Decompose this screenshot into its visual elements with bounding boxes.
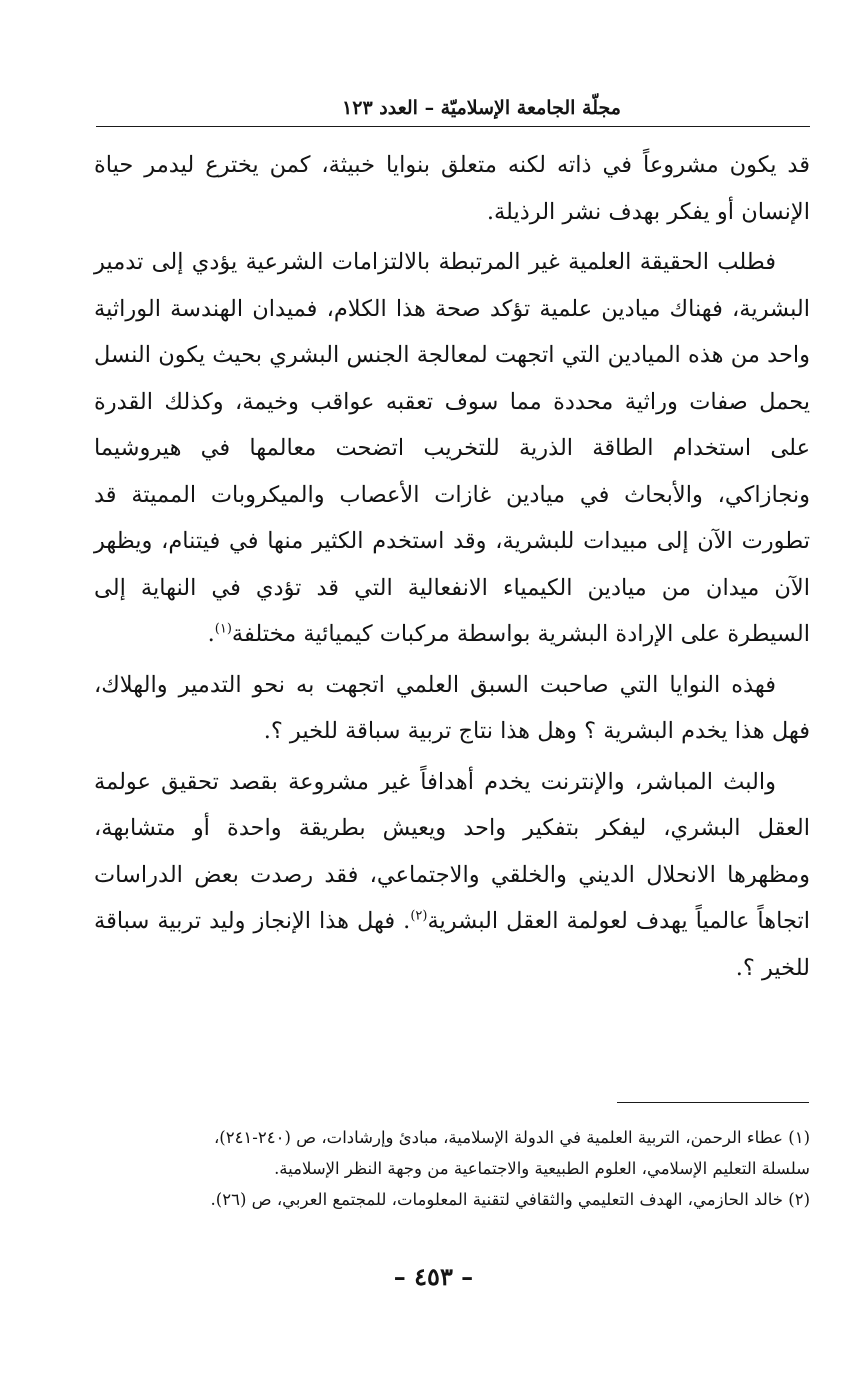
footnote-ref-2: (٢) (410, 908, 428, 924)
paragraph-4-end: . فهل هذا الإنجاز وليد تربية سباقة للخير ؟. (94, 908, 810, 981)
footnote-2: (٢) خالد الحازمي، الهدف التعليمي والثقافي لتقنية المعلومات، للمجتمع العربي، ص (٢٦). (210, 1190, 810, 1209)
footnote-1-line-2: سلسلة التعليم الإسلامي، العلوم الطبيعية والاجتماعية من وجهة النظر الإسلامية. (274, 1159, 810, 1178)
paragraph-3: فهذه النوايا التي صاحبت السبق العلمي اتجهت به نحو التدمير والهلاك، فهل هذا يخدم البشرية ؟ وهل هذا نتاج تربية سباقة للخير ؟. (94, 671, 810, 744)
paragraph-2 (94, 239, 810, 658)
main-body-text (94, 142, 810, 995)
header-divider (96, 126, 810, 127)
footnotes (90, 1122, 810, 1215)
footnote-ref-1: (١) (214, 621, 232, 637)
paragraph-4 (94, 759, 810, 992)
footnote-divider (617, 1102, 809, 1103)
paragraph-2-text: فطلب الحقيقة العلمية غير المرتبطة بالالتزامات الشرعية يؤدي إلى تدمير البشرية، فهناك ميادين علمية تؤكد صحة هذا الكلام، فميدان الهندسة الوراثية واحد من هذه الميادين التي اتجهت لمعالجة الجنس البشري بحيث يكون النسل يحمل صفات وراثية محددة مما سوف تعقبه عواقب وخيمة، وكذلك القدرة على استخدام الطاقة الذرية للتخريب اتضحت معالمها في هيروشيما ونجازاكي، والأبحاث في ميادين غازات الأعصاب والميكروبات المميتة قد تطورت الآن إلى مبيدات للبشرية، وقد استخدم الكثير منها في فيتنام، ويظهر الآن ميدان من ميادين الكيمياء الانفعالية التي قد تؤدي في النهاية إلى السيطرة على الإرادة البشرية بواسطة مركبات كيميائية مختلفة (94, 249, 810, 647)
running-header: مجلّة الجامعة الإسلاميّة – العدد ١٢٣ (342, 97, 621, 119)
paragraph-1: قد يكون مشروعاً في ذاته لكنه متعلق بنوايا خبيثة، كمن يخترع ليدمر حياة الإنسان أو يفكر بهدف نشر الرذيلة. (94, 152, 810, 225)
footnote-1-line-1: (١) عطاء الرحمن، التربية العلمية في الدولة الإسلامية، مبادئ وإرشادات، ص (٢٤٠-٢٤١)، (213, 1128, 810, 1147)
page-number: – ٤٥٣ – (393, 1262, 474, 1291)
paragraph-2-end: . (207, 621, 215, 647)
paragraph-4-text: والبث المباشر، والإنترنت يخدم أهدافاً غير مشروعة بقصد تحقيق عولمة العقل البشري، ليفكر بتفكير واحد ويعيش بطريقة واحدة أو متشابهة، ومظهرها الانحلال الديني والخلقي والاجتماعي، فقد رصدت بعض الدراسات اتجاهاً عالمياً يهدف لعولمة العقل البشرية (94, 768, 811, 934)
